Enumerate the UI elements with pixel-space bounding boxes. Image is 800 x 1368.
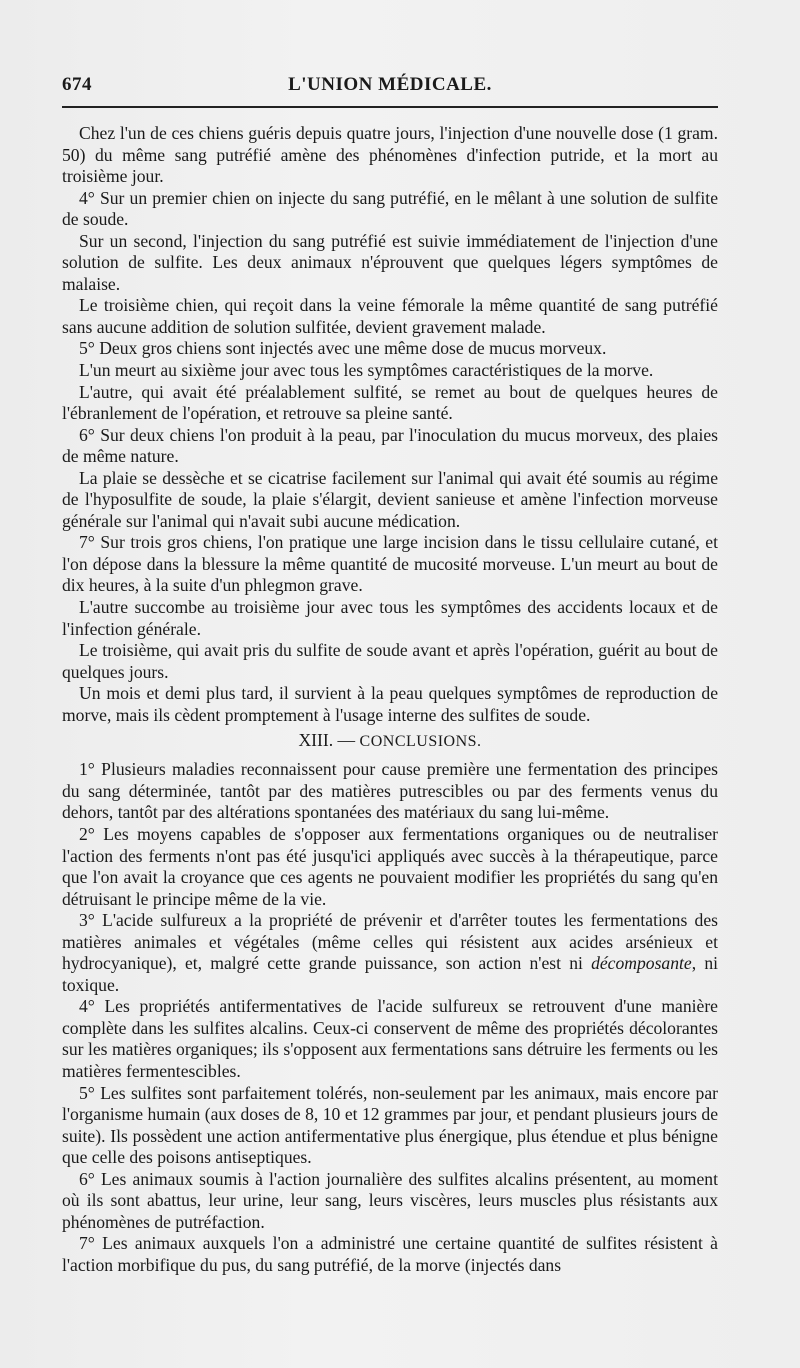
header-rule [62,106,718,108]
section-number: XIII. — [298,730,356,751]
conclusion-paragraph: 1° Plusieurs maladies reconnaissent pour cause première une fermentation des principes du sang déterminée, tantôt par des matières putrescibles ou par des ferments venus du dehors, tantôt par des altérations spontanées des matériaux du sang lui-même. [62,759,718,823]
page-number: 674 [62,74,92,95]
page-header [62,74,718,104]
paragraph: L'autre, qui avait été préalablement sulfité, se remet au bout de quelques heures de l'ébranlement de l'opération, et retrouve sa pleine santé. [62,381,718,424]
conclusion-paragraph [62,910,718,996]
conclusion-paragraph: 7° Les animaux auxquels l'on a administré une certaine quantité de sulfites résistent à l'action morbifique du pus, du sang putréfié, de la morve (injectés dans [62,1233,718,1275]
conclusion-paragraph: 4° Les propriétés antifermentatives de l'acide sulfureux se retrouvent d'une manière complète dans les sulfites alcalins. Ceux-ci conservent de même des propriétés décolorantes sur les matières organiques; ils s'opposent aux fermentations sans détruire les ferments ou les matières fermentescibles. [62,996,718,1081]
paragraph: Le troisième chien, qui reçoit dans la veine fémorale la même quantité de sang putréfié sans aucune addition de solution sulfitée, devient gravement malade. [62,295,718,337]
section-title: CONCLUSIONS. [359,733,482,751]
conclusion-paragraph: 5° Les sulfites sont parfaitement tolérés, non-seulement par les animaux, mais encore par l'organisme humain (aux doses de 8, 10 et 12 grammes par jour, et pendant plusieurs jours de suite). Ils possèdent une action antifermentative plus énergique, plus étendue et plus bénigne que celle des poisons antiseptiques. [62,1082,718,1168]
conclusion-text: 3° L'acide sulfureux a la propriété de prévenir et d'arrêter toutes les fermentations des matières animales et végétales (même celles qui résistent aux acides arsénieux et hydrocyanique), et, malgré cette grande puissance, son action n'est ni [62,910,718,974]
italic-term: décomposante [591,953,692,974]
conclusion-paragraph: 2° Les moyens capables de s'opposer aux fermentations organiques ou de neutraliser l'action des ferments n'ont pas été jusqu'ici appliqués avec succès à la thérapeutique, parce que l'on avait la croyance que ces agents ne pouvaient modifier les propriétés du sang qu'en détruisant le principe même de la vie. [62,823,718,909]
conclusion-paragraph: 6° Les animaux soumis à l'action journalière des sulfites alcalins présentent, au moment où ils sont abattus, leur urine, leur sang, leurs viscères, leurs muscles plus résistants aux phénomènes de putréfaction. [62,1168,718,1232]
paragraph: Un mois et demi plus tard, il survient à la peau quelques symptômes de reproduction de morve, mais ils cèdent promptement à l'usage interne des sulfites de soude. [62,683,718,725]
paragraph: Chez l'un de ces chiens guéris depuis quatre jours, l'injection d'une nouvelle dose (1 gram. 50) du même sang putréfié amène des phénomènes d'infection putride, et la mort au troisième jour. [62,123,718,187]
paragraph: 6° Sur deux chiens l'on produit à la peau, par l'inoculation du mucus morveux, des plaies de même nature. [62,424,718,467]
article-body [62,123,718,1276]
paragraph: 5° Deux gros chiens sont injectés avec une même dose de mucus morveux. [79,338,607,359]
paragraph: Sur un second, l'injection du sang putréfié est suivie immédiatement de l'injection d'une solution de sulfite. Les deux animaux n'éprouvent que quelques légers symptômes de malaise. [62,230,718,294]
paragraph: 7° Sur trois gros chiens, l'on pratique une large incision dans le tissu cellulaire cutané, et l'on dépose dans la blessure la même quantité de mucosité morveuse. L'un meurt au bout de dix heures, à la suite d'un phlegmon grave. [62,532,718,596]
conclusion-text: , ni toxique. [62,953,719,995]
paragraph: 4° Sur un premier chien on injecte du sang putréfié, en le mêlant à une solution de sulfite de soude. [62,187,718,230]
paragraph: L'un meurt au sixième jour avec tous les symptômes caractéristiques de la morve. [79,360,654,381]
paragraph: Le troisième, qui avait pris du sulfite de soude avant et après l'opération, guérit au bout de quelques jours. [62,640,718,682]
paragraph: L'autre succombe au troisième jour avec tous les symptômes des accidents locaux et de l'infection générale. [62,597,718,639]
section-heading [62,729,718,753]
running-title: L'UNION MÉDICALE. [288,74,492,95]
paragraph: La plaie se dessèche et se cicatrise facilement sur l'animal qui avait été soumis au régime de l'hyposulfite de soude, la plaie s'élargit, devient sanieuse et amène l'infection morveuse générale sur l'animal qui n'avait subi aucune médication. [62,467,718,531]
